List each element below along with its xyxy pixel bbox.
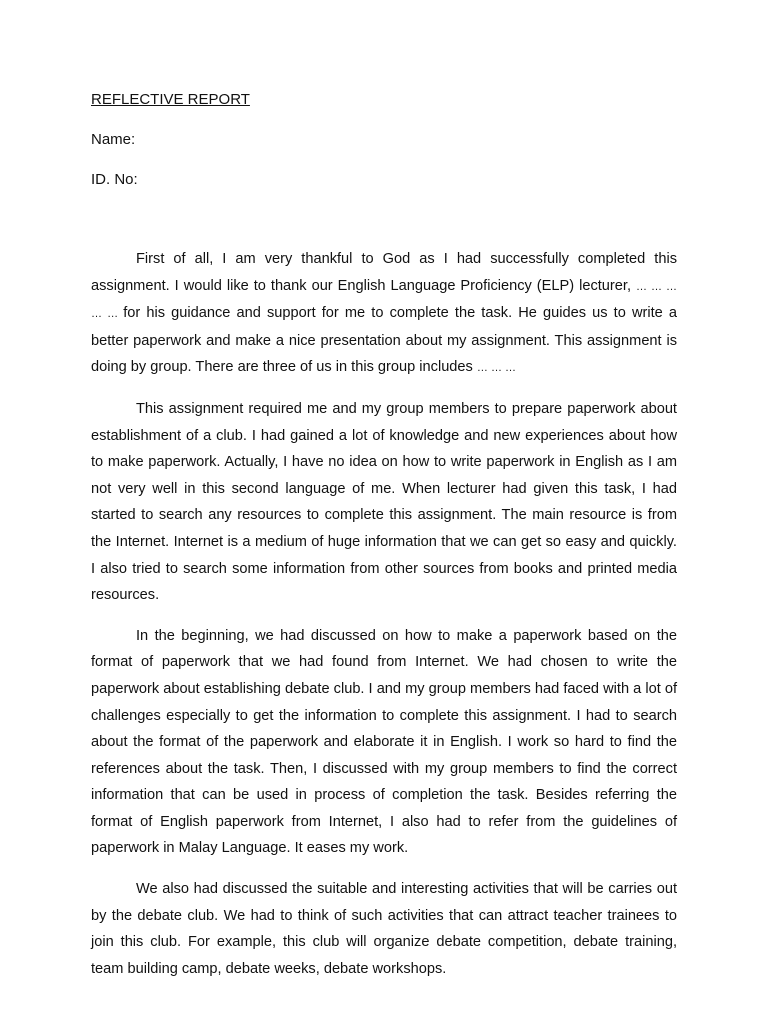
name-label: Name:	[91, 131, 136, 148]
report-body	[91, 246, 677, 996]
paragraph-3: In the beginning, we had discussed on how to make a paperwork based on the format of paperwork that we had found from Internet. We had chosen to write the paperwork about establishing debate club. I and my group members had faced with a lot of challenges especially to get the information to complete this assignment. I had to search about the format of the paperwork and elaborate it in English. I work so hard to find the references about the task. Then, I discussed with my group members to find the correct information that can be used in process of completion the task. Besides referring the format of English paperwork from Internet, I also had to refer from the guidelines of paperwork in Malay Language. It eases my work.	[91, 627, 677, 857]
members-placeholder: … … …	[476, 362, 517, 375]
lecturer-name-placeholder: … … … … …	[91, 280, 677, 321]
paragraph-1-text-b: for his guidance and support for me to complete the task. He guides us to write a better paperwork and make a nice presentation about my assignment. This assignment is doing by group. There are three of us in this group includes	[91, 305, 677, 376]
paragraph-4: We also had discussed the suitable and interesting activities that will be carries out by the debate club. We had to think of such activities that can attract teacher trainees to join this club. For example, this club will organize debate competition, debate training, team building camp, debate weeks, debate workshops.	[91, 881, 677, 977]
report-title: REFLECTIVE REPORT	[91, 91, 250, 108]
id-label: ID. No:	[91, 171, 138, 188]
paragraph-1-text-a: First of all, I am very thankful to God as I had successfully completed this assignment. I would like to thank our English Language Proficiency (ELP) lecturer,	[91, 251, 677, 294]
paragraph-2: This assignment required me and my group members to prepare paperwork about establishment of a club. I had gained a lot of knowledge and new experiences about how to make paperwork. Actually, I have no idea on how to write paperwork in English as I am not very well in this second language of me. When lecturer had given this task, I had started to search any resources to complete this assignment. The main resource is from the Internet. Internet is a medium of huge information that we can get so easy and quickly. I also tried to search some information from other sources from books and printed media resources.	[91, 400, 677, 604]
paragraph-1	[91, 246, 677, 382]
